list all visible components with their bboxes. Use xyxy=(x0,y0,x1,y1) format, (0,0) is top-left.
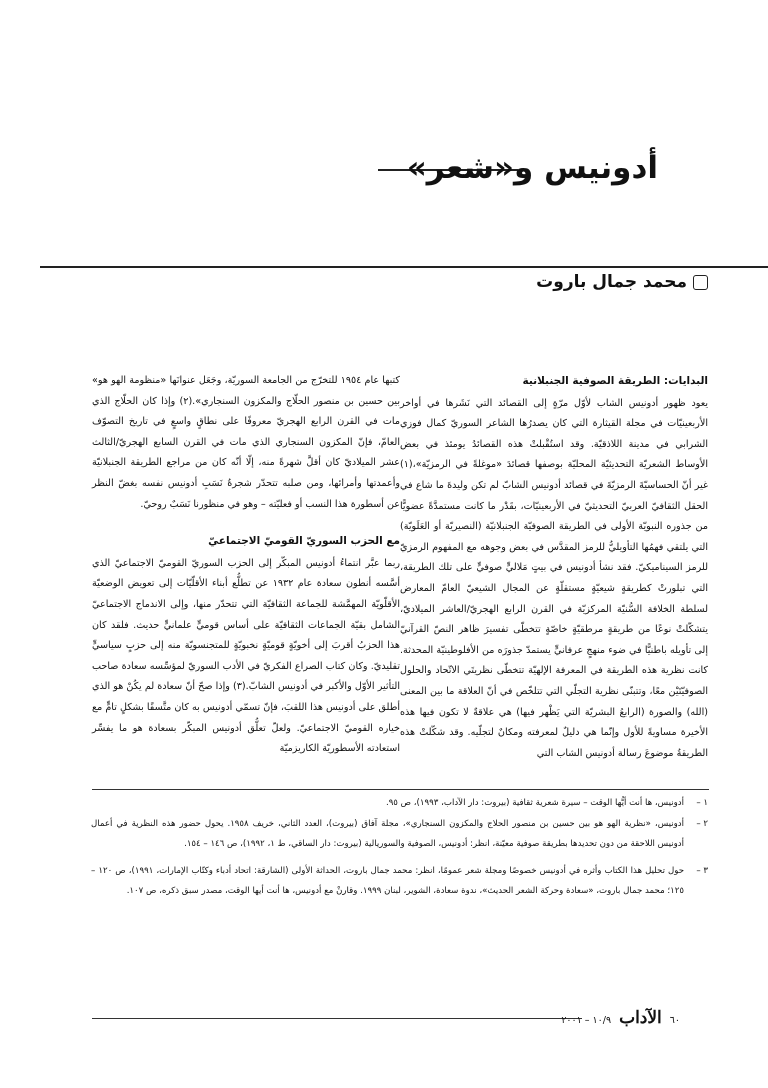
footnote-number: ١ – xyxy=(696,798,708,808)
page-number: ٦٠ xyxy=(669,1015,680,1026)
left-column xyxy=(92,371,400,760)
footnote xyxy=(91,793,708,814)
magazine-logo: الآداب xyxy=(619,1008,662,1028)
section-heading-beginnings: البدايات: الطريقة الصوفية الجنبلانية xyxy=(522,375,708,387)
author-name: محمد جمال باروت xyxy=(536,272,687,292)
section-heading-party: مع الحزب السوريّ القوميّ الاجتماعيّ xyxy=(208,535,400,548)
body-paragraph: ربما عبَّر انتماءُ أدونيس المبكّر إلى الحزب السوريّ القوميّ الاجتماعيّ الذي أسَّسه أنطون سعادة عام ١٩٣٢ عن تطلُّع أبناء الأقلّيّات إلى تعويض الوضعيّة الأقلّويّة المهمَّشة للجماعة الثقافيّة التي تتحدّر منها، وإلى الاندماج الاجتماعيّ الشامل بقيّة الجماعات الثقافيّة على أساس قوميٍّ علمانيٍّ حديث. فلقد كان هذا الحزبُ أقربَ إلى أخويّةٍ قوميّةٍ نخبويّةٍ للمتجنسويّة منه إلى حزبٍ سياسيٍّ تقليديّ. وكان كتاب الصراع الفكريّ في الأدب السوريّ لمؤسِّسه سعادة صاحب التأثير الأوّل والأكبر في أدونيس الشابّ.(٣) وإذا صحّ أنّ سعادة لم يكُنْ هو الذي أطلق على أدونيس هذا اللقبَ، فإنّ تسمّي أدونيس به كان متَّسقًا بشكلٍ تامٍّ مع خياره القوميّ الاجتماعيّ. ولعلّ تعلُّق أدونيس المبكّر بسعادة هو ما يفسِّر استعادته الأسطوريّة الكاريزميّة xyxy=(92,557,400,755)
page-footer xyxy=(561,1008,680,1028)
footnote-text: أدونيس، ها أنت أيُّها الوقت – سيرة شعرية ثقافية (بيروت: دار الآداب، ١٩٩٣)، ص ٩٥. xyxy=(385,798,684,808)
footnote-number: ٢ – xyxy=(696,818,708,829)
footnote xyxy=(91,814,708,855)
footnote-number: ٣ – xyxy=(696,865,708,876)
author-line xyxy=(536,272,708,292)
issue-date: ١٠/٩ – ٢٠٠١ xyxy=(561,1015,612,1026)
footnotes xyxy=(91,793,708,902)
footnote xyxy=(91,861,708,902)
footer-rule xyxy=(92,1018,582,1019)
footnote-text: حول تحليل هذا الكتاب وأثره في أدونيس خصوصًا ومجلة شعر عمومًا، انظر: محمد جمال باروت، الحداثة الأولى (الشارقة: اتحاد أدباء وكتّاب الإمارات، ١٩٩١)، ص ١٢٠ – ١٢٥؛ محمد جمال باروت، «سعادة وحركة الشعر الحديث»، ندوة سعادة، الشوير، لبنان ١٩٩٩. وقارنْ مع أدونيس، ها أنت أيها الوقت، مصدر سبق ذكره، ص ١٠٧. xyxy=(91,865,685,897)
footnote-text: أدونيس، «نظرية الهو هو بين حسين بن منصور الحلاج والمكزون السنجاري»، مجلة آفاق (بيروت)، العدد الثاني، خريف ١٩٥٨. يحول حضور هذه النظرية في أعمال أدونيس اللاحقة من دون تحديدها بطريقة صوفية معيّنة، انظر: أدونيس، الصوفية والسوريالية (بيروت: دار الساقي، ط ١، ١٩٩٢)، ص ١٤٦ – ١٥٤. xyxy=(91,818,684,850)
body-paragraph: كتبها عام ١٩٥٤ للتخرّج من الجامعة السوريّة، وجَعَل عنوانَها «منظومة الهو هو» بين حسين بن منصور الحلّاج والمكزون السنجاري».(٢) وإذا كان الحلّاج الذي مات في القرن الرابع الهجريّ معروفًا على نطاقٍ واسعٍ في تاريخ التصوّف العامّ، فإنّ المكزون السنجاري الذي مات في القرن السابع الهجريّ/الثالث عشر الميلاديّ كان أقلَّ شهرةً منه، إلّا أنّه كان من مراجع الطريقة الجنبلانيّة وأعمدتها وأمرائها، ومن صلبه تتحدّر شجرةُ نَسَبِ أدونيس نفسه بغضّ النظر عن أسطورة هذا النسب أو فعليّته – وهو في منظورنا نَسَبٌ روحيّ. xyxy=(92,375,401,510)
author-rule xyxy=(40,266,768,268)
right-column xyxy=(400,371,708,764)
body-paragraph: يعود ظهور أدونيس الشاب لأوّل مرّةٍ إلى القصائد التي نَشَرها في أواخر الأربعينيّات في مجلة القيثارة التي كان يصدرُها الشاعر السوريّ كمال فوزي الشرابي في مدينة اللاذقيّة. وقد استُقْبلتْ هذه القصائدُ يومئذ في بعض الأوساط الشعريّة التحديثيّة المحليّة بوصفها قصائدَ «موغلةً في الرمزيّة»،(١) غير أنّ الحساسيّةَ الرمزيّةَ في قصائد أدونيس الشابّ لم تكن وليدةَ ما شاع في الحقل الثقافيّ العربيّ التحديثيّ في الأربعينيّات، بقَدْر ما كانت مستمدَّةً عضويًّا من جذوره النبويّة الأولى في الطريقة الصوفيّة الجنبلانيّة (النصيريّة أو العَلَويّة) التي يلتقي فهمُها التأويليُّ للرمز المقدَّس في بعض وجوهه مع المفهوم الرمزيّ للرمز السيناميكيّ. فقد نشأ أدونيس في بيتٍ مَلاليٍّ صوفيٍّ على تلك الطريقة، التي تبلورتْ كطريقةٍ شيعيّةٍ مستقلّةٍ عن المجال الشيعيّ العامّ المعارض لسلطة الخلافة السُّنيّة المركزيّة في القرن الرابع الهجريّ/العاشر الميلاديّ، يتشكّلتْ نوعًا من طريقةٍ مرطقيّةٍ خاصّةٍ تتخطّى تفسيرَ ظاهر النصّ القرآنيّ إلى تأويله باطنيًّا في ضوء منهجٍ عرفانيٍّ يستمدّ جذورَه من الأفلوطينيّة المحدثة. كانت نظرية هذه الطريقة في المعرفة الإلهيّة تتخطّى نظريتَي الاتّحاد والحلول الصوفيّتَيْن معًا، وتتبنّى نظرية التجلّي التي تتلخّص في أنّ العلاقة ما بين المعنى (الله) والصورة (الرابعُ البشريّة التي يَظْهر فيها) هي علاقةٌ لا تكون فيها هذه الأخيرة مساويةً للأول وإنّما هي دليلٌ لمعرفته ومكانٌ لتجلّيه. وقد شكّلتْ هذه الطريقةُ موضوعَ رسالة أدونيس الشاب التي xyxy=(400,397,708,759)
footnotes-rule xyxy=(92,789,709,790)
author-bullet-icon xyxy=(693,275,708,290)
article-title: أدونيس و«شعر» xyxy=(406,150,658,186)
